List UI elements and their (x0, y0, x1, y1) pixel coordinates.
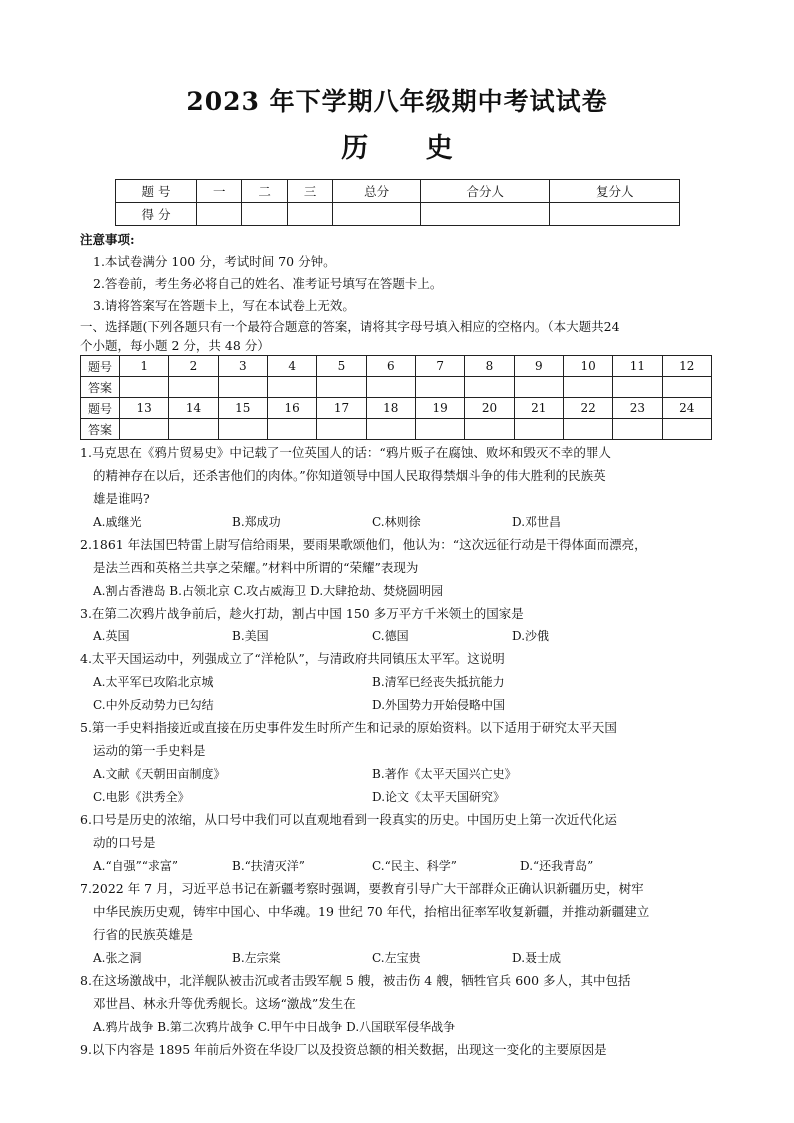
option-d: D.“还我青岛” (520, 859, 594, 873)
score-input-cell (242, 203, 287, 226)
question-2: 2.1861 年法国巴特雷上尉写信给雨果，要雨果歌颂他们，他认为：“这次远征行动是干得体面而漂亮， (80, 537, 647, 552)
question-9: 9.以下内容是 1895 年前后外资在华设厂以及投资总额的相关数据，出现这一变化的主要原因是 (80, 1042, 607, 1057)
question-number-cell: 19 (415, 398, 464, 419)
question-4: 4.太平天国运动中，列强成立了“洋枪队”，与清政府共同镇压太平军。这说明 (80, 651, 505, 666)
question-number-cell: 5 (317, 356, 366, 377)
notice-item: 3.请将答案写在答题卡上，写在本试卷上无效。 (93, 298, 355, 313)
option-d: D.论文《太平天国研究》 (372, 790, 506, 804)
question-number-cell: 2 (169, 356, 218, 377)
answer-cell (366, 377, 415, 398)
question-number-cell: 7 (415, 356, 464, 377)
score-table (115, 179, 680, 226)
question-number-cell: 9 (514, 356, 563, 377)
answer-cell (465, 419, 514, 440)
option-d: D.聂士成 (512, 951, 562, 965)
answer-cell (563, 377, 612, 398)
table-row (81, 398, 712, 419)
notice-heading: 注意事项: (80, 232, 135, 247)
table-cell: 三 (287, 180, 332, 203)
score-input-cell (420, 203, 550, 226)
table-cell: 答案 (81, 419, 120, 440)
question-1: 1.马克思在《鸦片贸易史》中记载了一位英国人的话：“鸦片贩子在腐蚀、败坏和毁灭不幸的罪人 (80, 445, 611, 460)
option-a: A.戚继光 (93, 515, 142, 529)
table-cell: 题号 (81, 398, 120, 419)
table-cell: 答案 (81, 377, 120, 398)
question-number-cell: 8 (465, 356, 514, 377)
answer-cell (662, 377, 711, 398)
answer-cell (415, 377, 464, 398)
option-a: A.张之洞 (93, 951, 142, 965)
notice-item: 1.本试卷满分 100 分，考试时间 70 分钟。 (93, 254, 336, 269)
question-number-cell: 15 (218, 398, 267, 419)
answer-cell (662, 419, 711, 440)
question-number-cell: 16 (267, 398, 316, 419)
question-number-cell: 6 (366, 356, 415, 377)
subject-title: 历 史 (341, 133, 477, 164)
option-a: A.太平军已攻陷北京城 (93, 675, 214, 689)
answer-cell (613, 419, 662, 440)
answer-cell (415, 419, 464, 440)
answer-cell (120, 377, 169, 398)
option-c: C.“民主、科学” (372, 859, 457, 873)
table-cell: 得 分 (116, 203, 197, 226)
question-number-cell: 21 (514, 398, 563, 419)
answer-cell (120, 419, 169, 440)
question-number-cell: 17 (317, 398, 366, 419)
table-row (81, 377, 712, 398)
answer-cell (613, 377, 662, 398)
option-c: C.林则徐 (372, 515, 421, 529)
question-number-cell: 24 (662, 398, 711, 419)
question-number-cell: 13 (120, 398, 169, 419)
question-8: 8.在这场激战中，北洋舰队被击沉或者击毁军舰 5 艘，被击伤 4 艘，牺牲官兵 600 多人，其中包括 (80, 973, 631, 988)
section-heading: 一、选择题(下列各题只有一个最符合题意的答案，请将其字母号填入相应的空格内。（本大题共24 (80, 319, 620, 334)
option-a: A.文献《天朝田亩制度》 (93, 767, 226, 781)
question-6-cont: 动的口号是 (93, 835, 156, 850)
answer-cell (317, 419, 366, 440)
question-6: 6.口号是历史的浓缩，从口号中我们可以直观地看到一段真实的历史。中国历史上第一次近代化运 (80, 812, 617, 827)
option-c: C.中外反动势力已勾结 (93, 698, 214, 712)
answer-cell (563, 419, 612, 440)
table-row (81, 356, 712, 377)
option-c: C.德国 (372, 629, 409, 643)
answer-cell (267, 377, 316, 398)
notice-item: 2.答卷前，考生务必将自己的姓名、准考证号填写在答题卡上。 (93, 276, 443, 291)
question-number-cell: 10 (563, 356, 612, 377)
question-7-cont: 中华民族历史观，铸牢中国心、中华魂。19 世纪 70 年代，抬棺出征率军收复新疆，并推动新疆建立 (93, 904, 650, 919)
option-a: A.“自强”“求富” (93, 859, 179, 873)
options-row: A.鸦片战争 B.第二次鸦片战争 C.甲午中日战争 D.八国联军侵华战争 (93, 1020, 456, 1034)
answer-cell (169, 419, 218, 440)
question-number-cell: 22 (563, 398, 612, 419)
question-5: 5.第一手史料指接近或直接在历史事件发生时所产生和记录的原始资料。以下适用于研究太平天国 (80, 720, 617, 735)
answer-cell (366, 419, 415, 440)
answer-table (80, 355, 712, 440)
score-input-cell (550, 203, 680, 226)
question-5-cont: 运动的第一手史料是 (93, 743, 206, 758)
question-number-cell: 1 (120, 356, 169, 377)
table-cell: 一 (197, 180, 242, 203)
option-b: B.“扶清灭洋” (232, 859, 305, 873)
option-b: B.清军已经丧失抵抗能力 (372, 675, 505, 689)
answer-cell (317, 377, 366, 398)
exam-title: 2023 年下学期八年级期中考试试卷 (186, 87, 608, 116)
question-number-cell: 3 (218, 356, 267, 377)
answer-cell (267, 419, 316, 440)
score-input-cell (287, 203, 332, 226)
question-7: 7.2022 年 7 月，习近平总书记在新疆考察时强调，要教育引导广大干部群众正确认识新疆历史，树牢 (80, 881, 644, 896)
table-cell: 合分人 (420, 180, 550, 203)
option-b: B.著作《太平天国兴亡史》 (372, 767, 517, 781)
option-b: B.左宗棠 (232, 951, 281, 965)
answer-cell (218, 419, 267, 440)
question-2-cont: 是法兰西和英格兰共享之荣耀。”材料中所谓的“荣耀”表现为 (93, 560, 419, 575)
table-cell: 复分人 (550, 180, 680, 203)
question-number-cell: 11 (613, 356, 662, 377)
option-d: D.邓世昌 (512, 515, 562, 529)
option-c: C.电影《洪秀全》 (93, 790, 190, 804)
score-input-cell (197, 203, 242, 226)
table-row (81, 419, 712, 440)
table-cell: 题号 (81, 356, 120, 377)
question-number-cell: 4 (267, 356, 316, 377)
answer-cell (514, 419, 563, 440)
question-number-cell: 18 (366, 398, 415, 419)
table-cell: 二 (242, 180, 287, 203)
options-row: A.割占香港岛 B.占领北京 C.攻占威海卫 D.大肆抢劫、焚烧圆明园 (93, 584, 444, 598)
table-row (116, 180, 680, 203)
option-b: B.郑成功 (232, 515, 281, 529)
table-cell: 总分 (333, 180, 421, 203)
question-7-cont: 行省的民族英雄是 (93, 927, 194, 942)
option-d: D.沙俄 (512, 629, 550, 643)
option-b: B.美国 (232, 629, 269, 643)
question-1-cont: 的精神存在以后，还杀害他们的肉体。”你知道领导中国人民取得禁烟斗争的伟大胜利的民族英 (93, 468, 606, 483)
question-number-cell: 12 (662, 356, 711, 377)
question-8-cont: 邓世昌、林永升等优秀舰长。这场“激战”发生在 (93, 996, 356, 1011)
score-input-cell (333, 203, 421, 226)
question-number-cell: 20 (465, 398, 514, 419)
table-cell: 题 号 (116, 180, 197, 203)
answer-cell (465, 377, 514, 398)
question-number-cell: 14 (169, 398, 218, 419)
option-d: D.外国势力开始侵略中国 (372, 698, 506, 712)
answer-cell (169, 377, 218, 398)
question-3: 3.在第二次鸦片战争前后，趁火打劫，割占中国 150 多万平方千米领土的国家是 (80, 606, 524, 621)
answer-cell (218, 377, 267, 398)
question-number-cell: 23 (613, 398, 662, 419)
option-c: C.左宝贵 (372, 951, 421, 965)
table-row (116, 203, 680, 226)
section-heading-cont: 个小题，每小题 2 分，共 48 分） (80, 338, 270, 353)
answer-cell (514, 377, 563, 398)
option-a: A.英国 (93, 629, 130, 643)
question-1-cont: 雄是谁吗? (93, 491, 150, 506)
